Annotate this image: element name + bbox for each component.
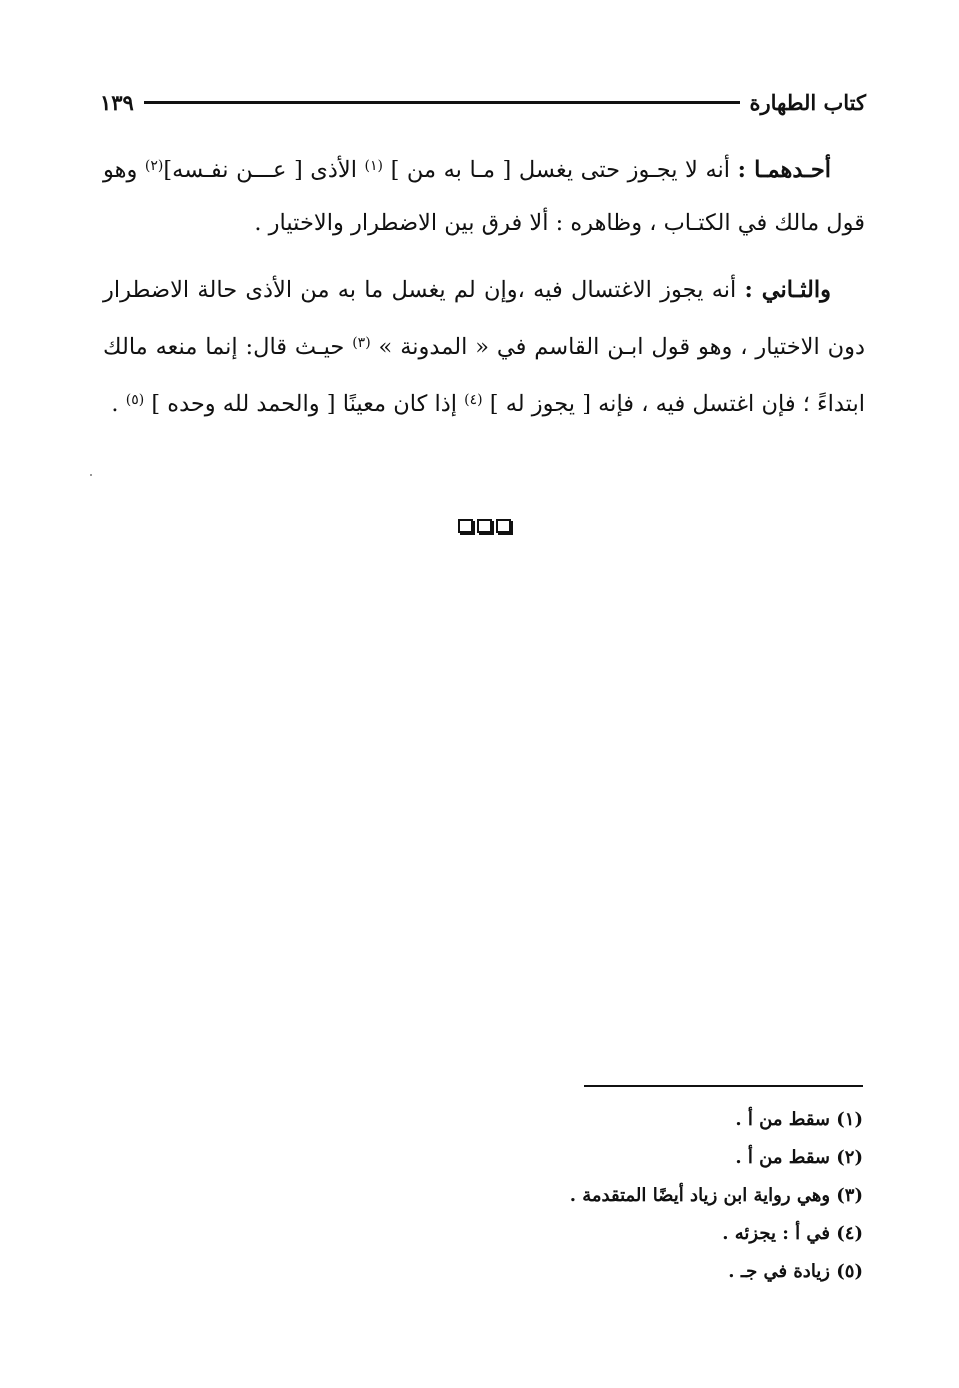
running-header — [100, 84, 866, 120]
footnote-reference[interactable]: (٤) — [464, 392, 483, 408]
footnote-item: (٢) سقط من أ . — [735, 1147, 863, 1168]
paragraph-second-opinion — [103, 264, 865, 431]
footnote-item: (١) سقط من أ . — [735, 1109, 863, 1130]
square-ornament-icon — [496, 519, 511, 533]
footnote-item: (٤) في أ : يجزئه . — [722, 1223, 863, 1244]
running-title: كتاب الطهارة — [749, 89, 866, 115]
footnote-separator — [584, 1085, 863, 1087]
paragraph-lead: والثـاني : — [744, 277, 831, 303]
header-rule — [144, 101, 740, 104]
paragraph-text: إذا كان معينًا [ والحمد لله وحده ] — [144, 391, 465, 417]
square-ornament-icon — [477, 519, 492, 533]
paragraph-text: أنه لا يجـوز حتى يغسل [ مـا به من ] — [383, 157, 738, 183]
footnote-item: (٥) زيادة في جـ . — [728, 1261, 863, 1282]
footnote-reference[interactable]: (٢) — [144, 158, 164, 174]
body-text — [103, 140, 865, 431]
square-ornament-icon — [458, 519, 473, 533]
paragraph-first-opinion — [103, 140, 865, 250]
footnote-reference[interactable]: (١) — [364, 158, 384, 174]
paragraph-text: وهو قول مالك في الكتـاب ، وظاهره : ألا فرق بين الاضطرار والاختيار . — [103, 157, 865, 236]
paragraph-text: الأذى [ عـــن نفـسه] — [163, 157, 365, 183]
footnote-reference[interactable]: (٥) — [125, 392, 145, 408]
footnotes — [443, 1101, 863, 1291]
footnote-reference[interactable]: (٣) — [352, 335, 371, 351]
scan-speck — [90, 474, 92, 476]
footnote-item: (٣) وهي رواية ابن زياد أيضًا المتقدمة . — [569, 1185, 863, 1206]
paragraph-text: حيـث قال: إنما منعه مالك ابتداءً ؛ فإن اغتسل فيه ، فإنه [ يجوز له ] — [103, 334, 865, 417]
page-number: ١٣٩ — [100, 89, 134, 115]
section-end-ornament — [444, 519, 524, 541]
paragraph-text: أنه يجوز الاغتسال فيه ،وإن لم يغسل ما به من الأذى حالة الاضطرار دون الاختيار ، وهو قول ابـن القاسم في « المدونة » — [103, 277, 865, 360]
paragraph-text: . — [111, 391, 126, 417]
paragraph-lead: أحـدهمـا : — [737, 157, 831, 183]
